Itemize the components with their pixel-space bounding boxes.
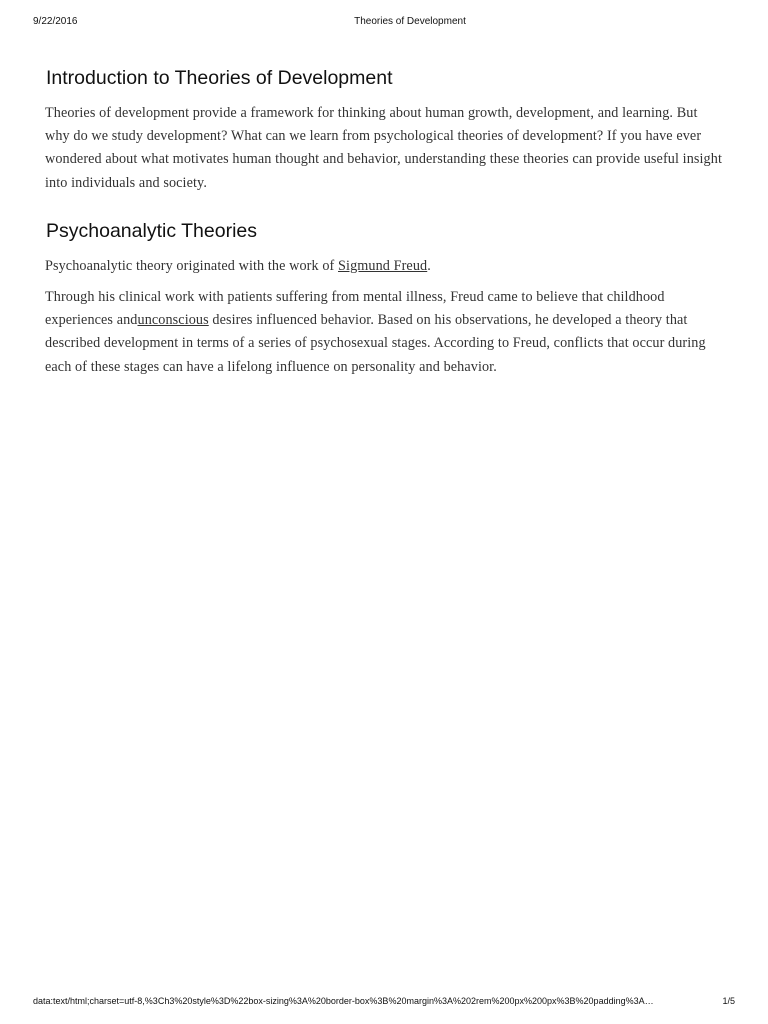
- article-content: [45, 64, 725, 379]
- page-number: 1/5: [722, 996, 735, 1006]
- print-date: 9/22/2016: [33, 16, 78, 27]
- intro-paragraph: Theories of development provide a framework for thinking about human growth, development, and learning. But why do we study development? What can we learn from psychological theories of development? If you have ever wondered about what motivates human thought and behavior, understanding these theories can provide useful insight into individuals and society.: [45, 105, 722, 191]
- freud-paragraph-text-end: desires influenced behavior. Based on his observations, he developed a theory that described development in terms of a series of psychosexual stages. According to Freud, conflicts that occur during each of these stages can have a lifelong influence on personality and behavior.: [45, 312, 706, 375]
- sigmund-freud-link[interactable]: Sigmund Freud: [338, 257, 428, 274]
- unconscious-link[interactable]: unconscious: [137, 312, 209, 329]
- section-heading-introduction: Introduction to Theories of Development: [46, 67, 393, 89]
- print-header: [0, 16, 768, 32]
- freud-paragraph: [45, 286, 725, 379]
- psychoanalytic-intro-period: .: [427, 257, 431, 274]
- section-heading-psychoanalytic: Psychoanalytic Theories: [46, 219, 257, 242]
- psychoanalytic-intro-paragraph: [45, 255, 725, 278]
- print-footer: [0, 996, 768, 1010]
- print-url: data:text/html;charset=utf-8,%3Ch3%20style%3D%22box-sizing%3A%20border-box%3B%20margin%3A%202rem%200px%200px%3B%20padding%3A…: [33, 996, 654, 1006]
- print-title: Theories of Development: [354, 16, 466, 27]
- psychoanalytic-intro-text: Psychoanalytic theory originated with the work of: [45, 257, 339, 274]
- freud-paragraph-text-start: Through his clinical work with patients suffering from mental illness, Freud came to believe that childhood experiences and: [45, 289, 665, 329]
